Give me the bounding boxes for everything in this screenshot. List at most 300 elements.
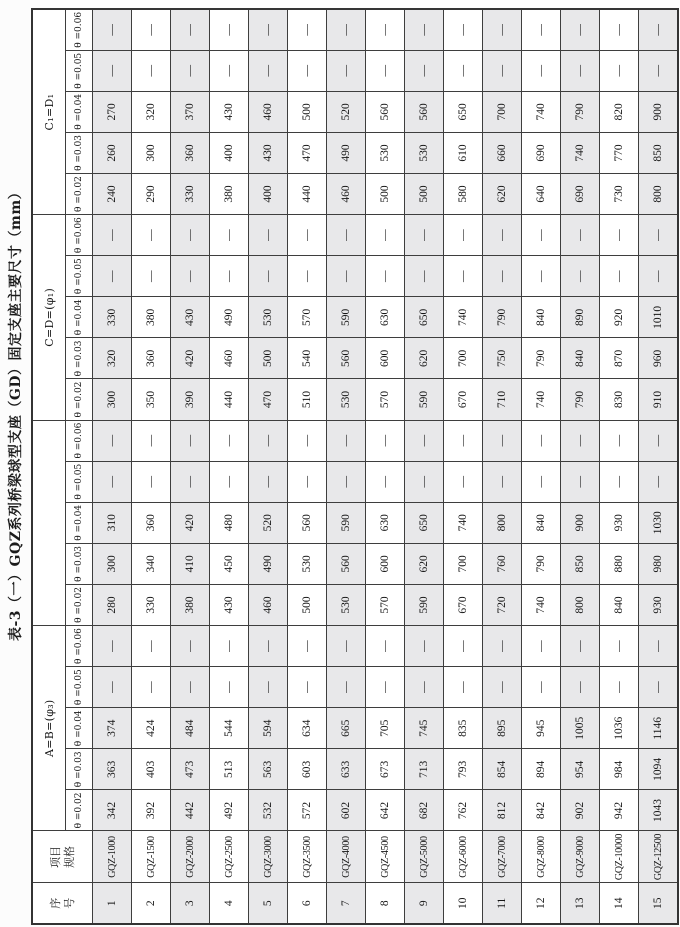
- value-cell: 700: [444, 338, 483, 379]
- value-cell: 360: [132, 502, 171, 543]
- value-cell: 790: [522, 338, 561, 379]
- value-cell: —: [522, 667, 561, 708]
- value-cell: 350: [132, 379, 171, 420]
- table-row: [132, 9, 171, 924]
- value-cell: —: [288, 420, 327, 461]
- theta-header-cell: θ =0.03: [66, 749, 93, 790]
- value-cell: 370: [171, 91, 210, 132]
- value-cell: 580: [444, 174, 483, 215]
- item-spec-header-cell: [32, 831, 93, 883]
- value-cell: —: [366, 215, 405, 256]
- value-cell: 430: [171, 297, 210, 338]
- value-cell: —: [249, 420, 288, 461]
- value-cell: 360: [171, 132, 210, 173]
- value-cell: —: [405, 50, 444, 91]
- value-cell: —: [483, 50, 522, 91]
- value-cell: 850: [561, 543, 600, 584]
- value-cell: 330: [171, 174, 210, 215]
- group-header-2: [32, 420, 66, 625]
- value-cell: 954: [561, 749, 600, 790]
- value-cell: 690: [561, 174, 600, 215]
- value-cell: —: [522, 420, 561, 461]
- spec-cell: GQZ-12500: [639, 831, 679, 883]
- value-cell: —: [600, 50, 639, 91]
- value-cell: —: [522, 461, 561, 502]
- theta-header-cell: θ =0.03: [66, 543, 93, 584]
- value-cell: 510: [288, 379, 327, 420]
- value-cell: 980: [639, 543, 679, 584]
- value-cell: —: [288, 9, 327, 50]
- spec-cell: GQZ-6000: [444, 831, 483, 883]
- value-cell: —: [288, 626, 327, 667]
- value-cell: 894: [522, 749, 561, 790]
- value-cell: 790: [561, 379, 600, 420]
- value-cell: —: [405, 420, 444, 461]
- value-cell: 240: [93, 174, 132, 215]
- table-row: [405, 9, 444, 924]
- table-row: [249, 9, 288, 924]
- value-cell: —: [210, 461, 249, 502]
- value-cell: 280: [93, 584, 132, 625]
- value-cell: 634: [288, 708, 327, 749]
- value-cell: 642: [366, 790, 405, 831]
- value-cell: 500: [288, 584, 327, 625]
- table-row: [483, 9, 522, 924]
- value-cell: 800: [639, 174, 679, 215]
- value-cell: 430: [249, 132, 288, 173]
- value-cell: 900: [561, 502, 600, 543]
- theta-header-cell: θ =0.05: [66, 461, 93, 502]
- value-cell: 650: [405, 297, 444, 338]
- value-cell: 594: [249, 708, 288, 749]
- theta-header-cell: θ =0.02: [66, 174, 93, 215]
- value-cell: —: [561, 215, 600, 256]
- value-cell: 290: [132, 174, 171, 215]
- value-cell: 530: [366, 132, 405, 173]
- value-cell: —: [483, 667, 522, 708]
- spec-cell: GQZ-7000: [483, 831, 522, 883]
- value-cell: —: [171, 256, 210, 297]
- table-row: [327, 9, 366, 924]
- value-cell: —: [288, 256, 327, 297]
- value-cell: 560: [327, 543, 366, 584]
- value-cell: —: [93, 667, 132, 708]
- value-cell: 1030: [639, 502, 679, 543]
- value-cell: —: [561, 50, 600, 91]
- spec-cell: GQZ-3500: [288, 831, 327, 883]
- value-cell: 1146: [639, 708, 679, 749]
- value-cell: 710: [483, 379, 522, 420]
- value-cell: 930: [639, 584, 679, 625]
- value-cell: 603: [288, 749, 327, 790]
- value-cell: —: [639, 256, 679, 297]
- value-cell: —: [639, 626, 679, 667]
- table-row: [444, 9, 483, 924]
- table-row: [522, 9, 561, 924]
- group-header-4: C₁=D₁: [32, 9, 66, 215]
- value-cell: 560: [366, 91, 405, 132]
- value-cell: 420: [171, 502, 210, 543]
- theta-header-cell: θ =0.02: [66, 379, 93, 420]
- value-cell: 870: [600, 338, 639, 379]
- value-cell: 560: [327, 338, 366, 379]
- value-cell: —: [132, 215, 171, 256]
- value-cell: 490: [327, 132, 366, 173]
- value-cell: 682: [405, 790, 444, 831]
- value-cell: 800: [483, 502, 522, 543]
- value-cell: 400: [249, 174, 288, 215]
- value-cell: —: [327, 667, 366, 708]
- value-cell: 762: [444, 790, 483, 831]
- value-cell: 513: [210, 749, 249, 790]
- value-cell: —: [327, 420, 366, 461]
- value-cell: 630: [366, 502, 405, 543]
- value-cell: —: [405, 626, 444, 667]
- value-cell: 600: [366, 543, 405, 584]
- value-cell: —: [210, 9, 249, 50]
- value-cell: —: [444, 461, 483, 502]
- value-cell: 430: [210, 91, 249, 132]
- value-cell: —: [132, 9, 171, 50]
- value-cell: —: [93, 256, 132, 297]
- value-cell: —: [639, 461, 679, 502]
- serial-header-line2: 号: [62, 897, 76, 909]
- value-cell: 520: [249, 502, 288, 543]
- value-cell: —: [210, 667, 249, 708]
- table-row: [210, 9, 249, 924]
- value-cell: 800: [561, 584, 600, 625]
- value-cell: 430: [210, 584, 249, 625]
- value-cell: —: [366, 461, 405, 502]
- value-cell: —: [366, 420, 405, 461]
- serial-cell: 3: [171, 883, 210, 924]
- value-cell: —: [249, 215, 288, 256]
- theta-header-cell: θ =0.03: [66, 132, 93, 173]
- value-cell: 473: [171, 749, 210, 790]
- spec-cell: GQZ-9000: [561, 831, 600, 883]
- value-cell: —: [600, 461, 639, 502]
- value-cell: 590: [327, 297, 366, 338]
- value-cell: 572: [288, 790, 327, 831]
- value-cell: 770: [600, 132, 639, 173]
- value-cell: —: [210, 50, 249, 91]
- value-cell: 400: [210, 132, 249, 173]
- value-cell: 450: [210, 543, 249, 584]
- value-cell: 602: [327, 790, 366, 831]
- value-cell: 442: [171, 790, 210, 831]
- value-cell: —: [210, 256, 249, 297]
- spec-cell: GQZ-10000: [600, 831, 639, 883]
- value-cell: 840: [522, 297, 561, 338]
- value-cell: 910: [639, 379, 679, 420]
- value-cell: 895: [483, 708, 522, 749]
- value-cell: —: [483, 420, 522, 461]
- value-cell: —: [327, 9, 366, 50]
- value-cell: 760: [483, 543, 522, 584]
- value-cell: 665: [327, 708, 366, 749]
- value-cell: —: [561, 626, 600, 667]
- spec-cell: GQZ-2500: [210, 831, 249, 883]
- value-cell: —: [288, 50, 327, 91]
- value-cell: 620: [405, 543, 444, 584]
- value-cell: 713: [405, 749, 444, 790]
- serial-header-cell: [32, 883, 93, 924]
- theta-header-cell: θ =0.03: [66, 338, 93, 379]
- value-cell: 690: [522, 132, 561, 173]
- value-cell: 320: [132, 91, 171, 132]
- value-cell: —: [288, 667, 327, 708]
- item-header-line1: 项目: [48, 846, 62, 868]
- value-cell: —: [93, 50, 132, 91]
- value-cell: 900: [639, 91, 679, 132]
- value-cell: —: [444, 667, 483, 708]
- value-cell: 363: [93, 749, 132, 790]
- value-cell: 470: [249, 379, 288, 420]
- value-cell: 600: [366, 338, 405, 379]
- value-cell: 380: [132, 297, 171, 338]
- table-row: [288, 9, 327, 924]
- value-cell: —: [93, 626, 132, 667]
- theta-header-row: [66, 9, 93, 924]
- value-cell: —: [93, 9, 132, 50]
- value-cell: —: [171, 9, 210, 50]
- value-cell: 793: [444, 749, 483, 790]
- value-cell: 830: [600, 379, 639, 420]
- value-cell: —: [600, 420, 639, 461]
- spec-cell: GQZ-4000: [327, 831, 366, 883]
- value-cell: 460: [210, 338, 249, 379]
- value-cell: —: [600, 626, 639, 667]
- value-cell: 790: [483, 297, 522, 338]
- value-cell: —: [288, 461, 327, 502]
- value-cell: —: [288, 215, 327, 256]
- value-cell: —: [483, 9, 522, 50]
- serial-cell: 8: [366, 883, 405, 924]
- value-cell: 740: [522, 91, 561, 132]
- theta-header-cell: θ =0.05: [66, 667, 93, 708]
- group-header-row: [32, 9, 66, 924]
- value-cell: 570: [366, 379, 405, 420]
- value-cell: 342: [93, 790, 132, 831]
- value-cell: 484: [171, 708, 210, 749]
- document-title: 表-3（一）GQZ系列桥梁球型支座（GD）固定支座主要尺寸（mm）: [8, 184, 24, 641]
- value-cell: —: [249, 461, 288, 502]
- value-cell: —: [249, 50, 288, 91]
- value-cell: 790: [522, 543, 561, 584]
- value-cell: —: [249, 256, 288, 297]
- value-cell: 530: [249, 297, 288, 338]
- theta-header-cell: θ =0.06: [66, 420, 93, 461]
- value-cell: —: [366, 626, 405, 667]
- value-cell: 360: [132, 338, 171, 379]
- theta-header-cell: θ =0.05: [66, 50, 93, 91]
- value-cell: —: [366, 667, 405, 708]
- theta-header-cell: θ =0.06: [66, 626, 93, 667]
- value-cell: —: [171, 626, 210, 667]
- theta-header-cell: θ =0.06: [66, 215, 93, 256]
- value-cell: 840: [600, 584, 639, 625]
- value-cell: 1043: [639, 790, 679, 831]
- spec-cell: GQZ-5000: [405, 831, 444, 883]
- value-cell: 920: [600, 297, 639, 338]
- value-cell: —: [327, 626, 366, 667]
- value-cell: 842: [522, 790, 561, 831]
- value-cell: —: [210, 420, 249, 461]
- serial-cell: 5: [249, 883, 288, 924]
- value-cell: —: [444, 626, 483, 667]
- value-cell: 902: [561, 790, 600, 831]
- value-cell: 745: [405, 708, 444, 749]
- value-cell: 670: [444, 584, 483, 625]
- value-cell: —: [522, 256, 561, 297]
- value-cell: —: [639, 50, 679, 91]
- value-cell: 500: [249, 338, 288, 379]
- value-cell: —: [444, 420, 483, 461]
- table-row: [366, 9, 405, 924]
- value-cell: 750: [483, 338, 522, 379]
- value-cell: —: [600, 667, 639, 708]
- value-cell: 300: [93, 379, 132, 420]
- value-cell: —: [522, 215, 561, 256]
- value-cell: 633: [327, 749, 366, 790]
- value-cell: —: [444, 9, 483, 50]
- value-cell: —: [132, 256, 171, 297]
- value-cell: —: [93, 420, 132, 461]
- value-cell: —: [93, 461, 132, 502]
- value-cell: 720: [483, 584, 522, 625]
- value-cell: —: [132, 667, 171, 708]
- serial-cell: 14: [600, 883, 639, 924]
- value-cell: 270: [93, 91, 132, 132]
- value-cell: 880: [600, 543, 639, 584]
- value-cell: 620: [405, 338, 444, 379]
- value-cell: 854: [483, 749, 522, 790]
- value-cell: 390: [171, 379, 210, 420]
- spec-cell: GQZ-1500: [132, 831, 171, 883]
- value-cell: 1010: [639, 297, 679, 338]
- value-cell: —: [483, 626, 522, 667]
- value-cell: —: [327, 461, 366, 502]
- value-cell: —: [405, 9, 444, 50]
- value-cell: 590: [327, 502, 366, 543]
- value-cell: 730: [600, 174, 639, 215]
- value-cell: 480: [210, 502, 249, 543]
- value-cell: 840: [561, 338, 600, 379]
- value-cell: 374: [93, 708, 132, 749]
- value-cell: —: [405, 667, 444, 708]
- spec-cell: GQZ-8000: [522, 831, 561, 883]
- value-cell: 942: [600, 790, 639, 831]
- serial-cell: 9: [405, 883, 444, 924]
- spec-cell: GQZ-2000: [171, 831, 210, 883]
- serial-cell: 7: [327, 883, 366, 924]
- value-cell: 532: [249, 790, 288, 831]
- value-cell: 740: [444, 297, 483, 338]
- value-cell: 700: [444, 543, 483, 584]
- value-cell: —: [132, 626, 171, 667]
- value-cell: 670: [444, 379, 483, 420]
- value-cell: 570: [366, 584, 405, 625]
- value-cell: —: [249, 9, 288, 50]
- value-cell: 500: [366, 174, 405, 215]
- value-cell: 960: [639, 338, 679, 379]
- group-header-3: C=D=(φ₁): [32, 215, 66, 420]
- value-cell: 320: [93, 338, 132, 379]
- value-cell: —: [561, 9, 600, 50]
- value-cell: 530: [327, 584, 366, 625]
- value-cell: 440: [288, 174, 327, 215]
- value-cell: 930: [600, 502, 639, 543]
- value-cell: —: [366, 50, 405, 91]
- value-cell: 740: [561, 132, 600, 173]
- value-cell: 530: [327, 379, 366, 420]
- value-cell: 560: [288, 502, 327, 543]
- value-cell: —: [483, 215, 522, 256]
- table-header: [32, 9, 93, 924]
- value-cell: —: [639, 215, 679, 256]
- value-cell: 260: [93, 132, 132, 173]
- value-cell: —: [171, 667, 210, 708]
- value-cell: —: [171, 461, 210, 502]
- theta-header-cell: θ =0.04: [66, 708, 93, 749]
- value-cell: 530: [288, 543, 327, 584]
- value-cell: 650: [405, 502, 444, 543]
- value-cell: 530: [405, 132, 444, 173]
- table-row: [561, 9, 600, 924]
- value-cell: 330: [93, 297, 132, 338]
- value-cell: —: [132, 50, 171, 91]
- serial-cell: 13: [561, 883, 600, 924]
- value-cell: —: [210, 215, 249, 256]
- value-cell: —: [444, 256, 483, 297]
- value-cell: —: [171, 420, 210, 461]
- value-cell: 984: [600, 749, 639, 790]
- value-cell: —: [366, 256, 405, 297]
- value-cell: 673: [366, 749, 405, 790]
- value-cell: —: [522, 50, 561, 91]
- value-cell: 544: [210, 708, 249, 749]
- value-cell: —: [405, 461, 444, 502]
- spec-cell: GQZ-4500: [366, 831, 405, 883]
- theta-header-cell: θ =0.05: [66, 256, 93, 297]
- value-cell: —: [93, 215, 132, 256]
- value-cell: 1036: [600, 708, 639, 749]
- value-cell: 300: [132, 132, 171, 173]
- theta-header-cell: θ =0.02: [66, 584, 93, 625]
- value-cell: 420: [171, 338, 210, 379]
- value-cell: —: [132, 461, 171, 502]
- serial-cell: 2: [132, 883, 171, 924]
- dimension-table: [31, 8, 679, 925]
- value-cell: 1094: [639, 749, 679, 790]
- value-cell: 610: [444, 132, 483, 173]
- value-cell: 563: [249, 749, 288, 790]
- serial-cell: 4: [210, 883, 249, 924]
- theta-header-cell: θ =0.02: [66, 790, 93, 831]
- serial-cell: 15: [639, 883, 679, 924]
- value-cell: 650: [444, 91, 483, 132]
- value-cell: —: [561, 667, 600, 708]
- value-cell: 590: [405, 584, 444, 625]
- value-cell: —: [600, 256, 639, 297]
- value-cell: 660: [483, 132, 522, 173]
- value-cell: 560: [405, 91, 444, 132]
- value-cell: —: [327, 256, 366, 297]
- value-cell: 740: [444, 502, 483, 543]
- value-cell: —: [405, 215, 444, 256]
- value-cell: 700: [483, 91, 522, 132]
- value-cell: 500: [288, 91, 327, 132]
